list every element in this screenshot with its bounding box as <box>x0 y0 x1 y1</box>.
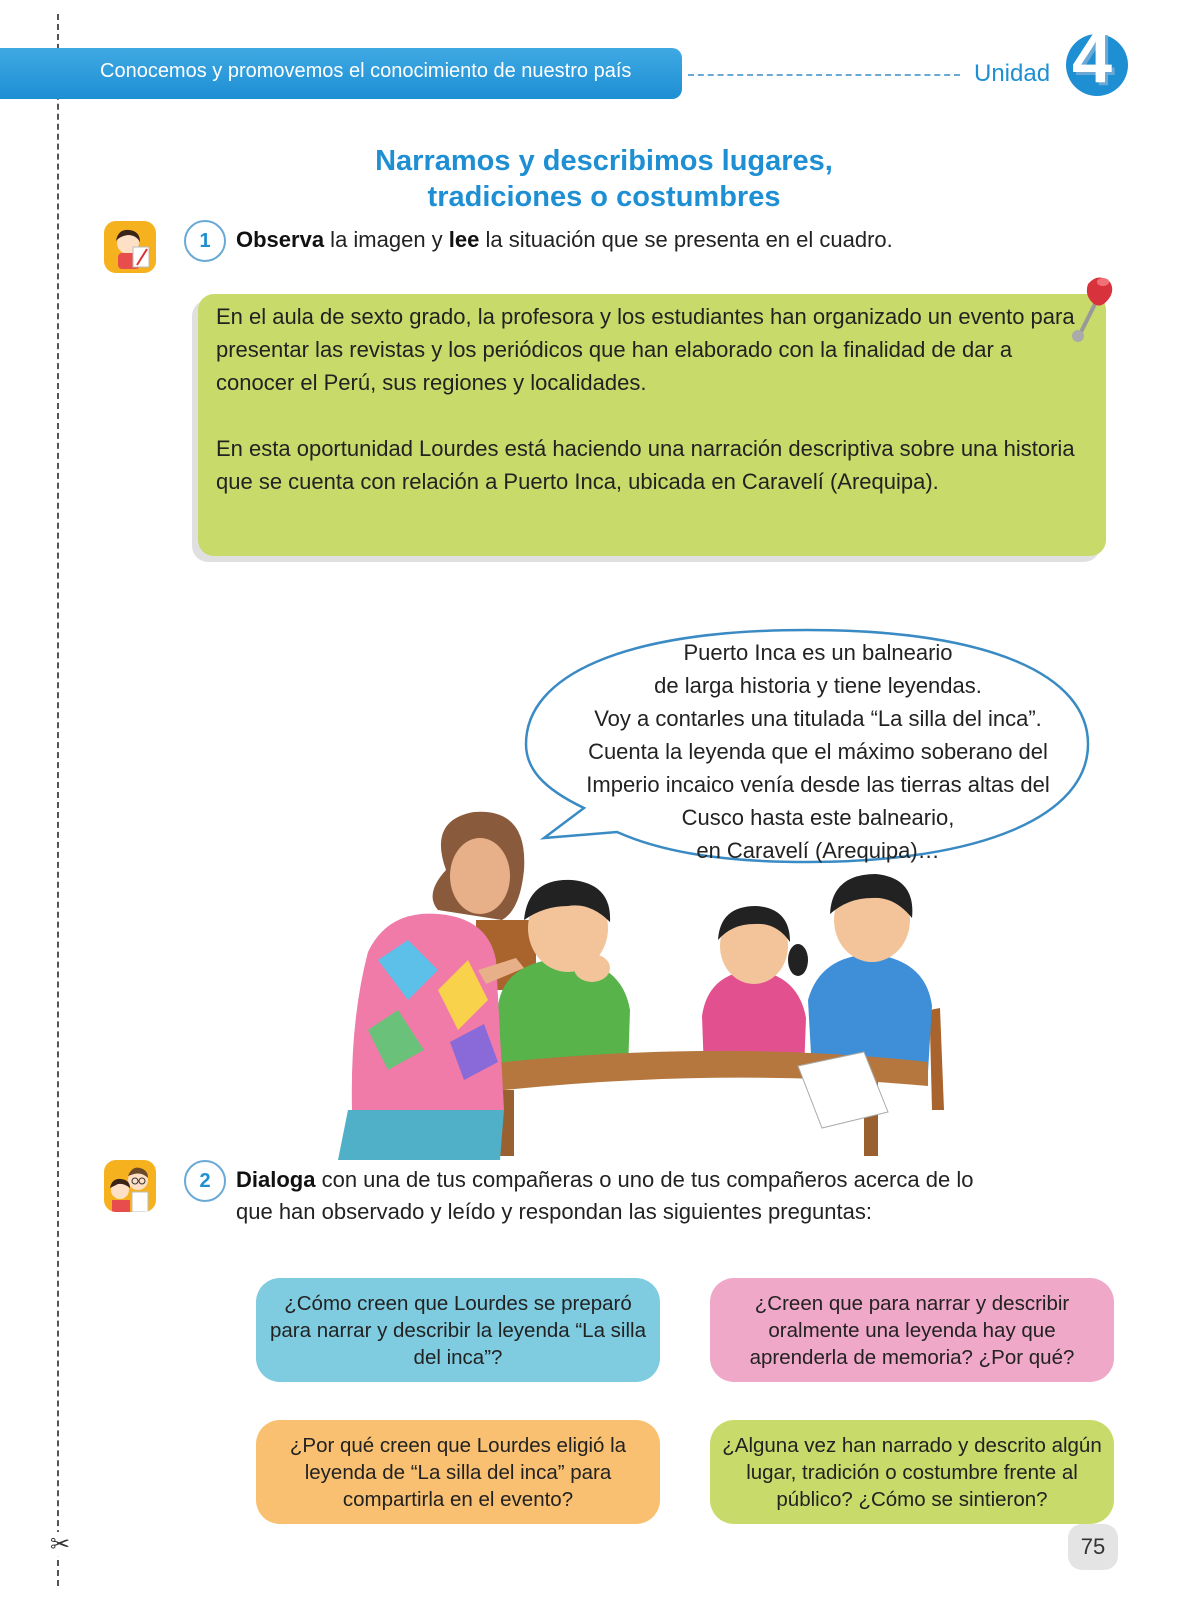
pair-dialogue-icon <box>104 1160 156 1212</box>
teacher-lourdes <box>338 812 524 1160</box>
step1-instruction <box>236 224 893 256</box>
question-card: ¿Alguna vez han narrado y descrito algún lugar, tradición o costumbre frente al público? ¿Cómo se sintieron? <box>710 1420 1114 1524</box>
student-writing-icon <box>104 221 156 273</box>
classroom-illustration <box>328 810 1000 1160</box>
step2-text-b: que han observado y leído y respondan las siguientes preguntas: <box>236 1199 872 1224</box>
verb-observa: Observa <box>236 227 325 252</box>
student-boy-left <box>498 880 630 1070</box>
speech-line: Puerto Inca es un balneario <box>683 640 953 665</box>
question-card: ¿Creen que para narrar y describir oralmente una leyenda hay que aprenderla de memoria? ¿Por qué? <box>710 1278 1114 1382</box>
student-boy-right <box>808 874 932 1072</box>
unit-banner <box>0 48 682 99</box>
dashed-divider <box>688 74 960 76</box>
verb-lee: lee <box>448 227 480 252</box>
verb-dialoga: Dialoga <box>236 1167 316 1192</box>
speech-line: Imperio incaico venía desde las tierras altas del <box>586 772 1050 797</box>
step1-text-b: la situación que se presenta en el cuadro. <box>479 227 893 252</box>
pushpin-icon <box>1068 274 1118 354</box>
step2-text-a: con una de tus compañeras o uno de tus compañeros acerca de lo <box>315 1167 974 1192</box>
scissors-icon: ✂ <box>50 1530 71 1558</box>
title-line-1: Narramos y describimos lugares, <box>375 145 833 177</box>
step2-instruction <box>236 1164 973 1228</box>
unit-label: Unidad <box>974 60 1051 87</box>
note-paragraph-1: En el aula de sexto grado, la profesora y los estudiantes han organizado un evento para presentar las revistas y los periódicos que han elaborado con la finalidad de dar a conocer el Perú, sus regiones y localidades. <box>216 304 1075 395</box>
page-title <box>0 143 1193 215</box>
speech-line: de larga historia y tiene leyendas. <box>654 673 982 698</box>
page-number: 75 <box>1068 1524 1118 1570</box>
banner-text: Conocemos y promovemos el conocimiento de nuestro país <box>100 60 632 82</box>
cut-line <box>57 14 59 1586</box>
step1-text-a: la imagen y <box>324 227 449 252</box>
title-line-2: tradiciones o costumbres <box>427 181 781 213</box>
step-number-1: 1 <box>184 220 226 262</box>
speech-line: Cuenta la leyenda que el máximo soberano del <box>588 739 1048 764</box>
speech-line: en Caravelí (Arequipa)… <box>696 838 940 863</box>
situation-note <box>198 294 1106 556</box>
unit-number: 4 <box>1072 18 1113 98</box>
step-number-2: 2 <box>184 1160 226 1202</box>
note-paragraph-2: En esta oportunidad Lourdes está haciendo una narración descriptiva sobre una historia que se cuenta con relación a Puerto Inca, ubicada en Caravelí (Arequipa). <box>216 436 1075 494</box>
student-girl <box>702 906 808 1072</box>
speech-line: Cusco hasta este balneario, <box>681 805 955 830</box>
speech-line: Voy a contarles una titulada “La silla del inca”. <box>594 706 1042 731</box>
question-card: ¿Por qué creen que Lourdes eligió la leyenda de “La silla del inca” para compartirla en el evento? <box>256 1420 660 1524</box>
question-card: ¿Cómo creen que Lourdes se preparó para narrar y describir la leyenda “La silla del inca”? <box>256 1278 660 1382</box>
